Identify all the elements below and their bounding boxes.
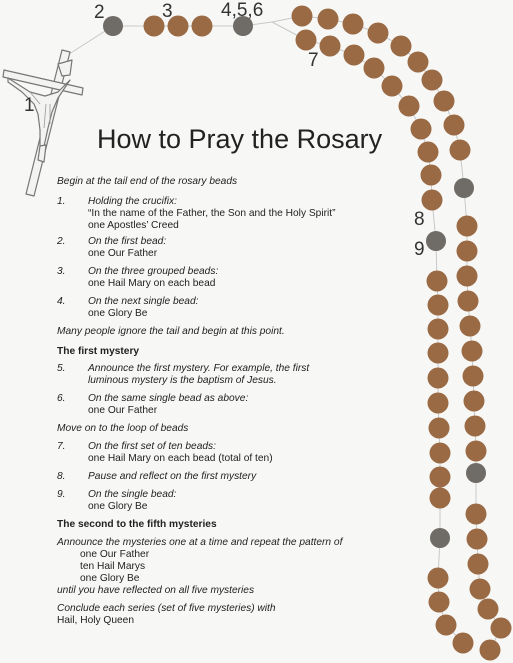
step-5-number: 5.	[57, 363, 66, 374]
page-title: How to Pray the Rosary	[97, 124, 383, 154]
move-on-note: Move on to the loop of beads	[57, 423, 189, 434]
decade-bead	[408, 52, 429, 73]
intro-text: Begin at the tail end of the rosary beads	[57, 176, 238, 187]
decade-bead	[429, 418, 450, 439]
conclude-line1: Conclude each series (set of five mysteries) with	[57, 603, 276, 614]
decade-bead	[491, 618, 512, 639]
decade-bead	[457, 216, 478, 237]
step-9-number: 9.	[57, 489, 66, 500]
decade-bead	[399, 96, 420, 117]
decade-bead	[478, 599, 499, 620]
step-1-line3: one Apostles’ Creed	[88, 220, 179, 231]
step-9-line2: one Glory Be	[88, 501, 148, 512]
step-8-number: 8.	[57, 471, 66, 482]
conclude-line2: Hail, Holy Queen	[57, 615, 135, 626]
announce-line1: Announce the mysteries one at a time and repeat the pattern of	[57, 537, 343, 548]
step-2-line2: one Our Father	[88, 248, 158, 259]
step-3-line1: On the three grouped beads:	[88, 266, 219, 277]
announce-line2: one Our Father	[80, 549, 150, 560]
step-3-line2: one Hail Mary on each bead	[88, 278, 216, 289]
decade-bead	[428, 343, 449, 364]
decade-bead	[457, 266, 478, 287]
heading-first-mystery: The first mystery	[57, 346, 140, 357]
step-2-number: 2.	[57, 236, 66, 247]
decade-bead	[430, 443, 451, 464]
step-7-line1: On the first set of ten beads:	[88, 441, 216, 452]
decade-bead	[421, 165, 442, 186]
decade-bead	[422, 70, 443, 91]
single-bead	[454, 178, 474, 198]
decade-bead	[444, 115, 465, 136]
decade-bead	[466, 504, 487, 525]
decade-bead	[368, 23, 389, 44]
step-6-number: 6.	[57, 393, 66, 404]
decade-bead	[430, 467, 451, 488]
step-1-line2: “In the name of the Father, the Son and the Holy Spirit”	[88, 208, 336, 219]
step-8-line1: Pause and reflect on the first mystery	[88, 471, 257, 482]
decade-bead	[463, 366, 484, 387]
step-1-line1: Holding the crucifix:	[88, 196, 177, 207]
decade-bead	[453, 633, 474, 654]
tail-note: Many people ignore the tail and begin at this point.	[57, 326, 285, 337]
decade-bead	[460, 316, 481, 337]
decade-bead	[428, 368, 449, 389]
decade-bead	[364, 58, 385, 79]
decade-bead	[450, 140, 471, 161]
decade-bead	[468, 554, 489, 575]
decade-bead	[428, 319, 449, 340]
decade-bead	[466, 441, 487, 462]
decade-bead	[430, 488, 451, 509]
decade-bead	[382, 76, 403, 97]
decade-bead	[467, 529, 488, 550]
decade-bead	[470, 579, 491, 600]
decade-bead	[343, 14, 364, 35]
label-1: 1	[24, 95, 35, 116]
decade-bead	[428, 393, 449, 414]
decade-bead	[427, 271, 448, 292]
decade-bead	[465, 416, 486, 437]
decade-bead	[429, 592, 450, 613]
label-9: 9	[414, 239, 425, 260]
decade-bead	[418, 142, 439, 163]
crucifix-icon	[3, 50, 83, 196]
decade-bead	[457, 241, 478, 262]
decade-bead	[411, 119, 432, 140]
announce-line5: until you have reflected on all five mysteries	[57, 585, 255, 596]
step-2-line1: On the first bead:	[88, 236, 167, 247]
decade-bead	[436, 615, 457, 636]
announce-line4: one Glory Be	[80, 573, 140, 584]
decade-bead	[462, 341, 483, 362]
step-7-number: 7.	[57, 441, 66, 452]
label-2: 2	[94, 2, 105, 23]
step-6-line2: one Our Father	[88, 405, 158, 416]
single-bead	[466, 463, 486, 483]
decade-bead	[318, 9, 339, 30]
step-4-line1: On the next single bead:	[88, 296, 199, 307]
step-9-line1: On the single bead:	[88, 489, 177, 500]
step-5-line1: Announce the first mystery. For example, the first	[88, 363, 310, 374]
label-3: 3	[162, 1, 173, 22]
label-4-5-6: 4,5,6	[221, 0, 264, 21]
decade-bead	[428, 568, 449, 589]
step-3-number: 3.	[57, 266, 66, 277]
decade-bead	[320, 36, 341, 57]
decade-bead	[464, 391, 485, 412]
single-bead	[103, 16, 123, 36]
decade-bead	[422, 190, 443, 211]
decade-bead	[434, 91, 455, 112]
announce-line3: ten Hail Marys	[80, 561, 146, 572]
step-7-line2: one Hail Mary on each bead (total of ten)	[88, 453, 273, 464]
decade-bead	[192, 16, 213, 37]
decade-bead	[428, 295, 449, 316]
label-8: 8	[414, 209, 425, 230]
single-bead	[430, 528, 450, 548]
step-6-line1: On the same single bead as above:	[88, 393, 249, 404]
heading-rest-mysteries: The second to the fifth mysteries	[57, 519, 217, 530]
step-5-line2: luminous mystery is the baptism of Jesus.	[88, 375, 277, 386]
decade-bead	[391, 36, 412, 57]
decade-bead	[296, 30, 317, 51]
decade-bead	[344, 45, 365, 66]
step-4-line2: one Glory Be	[88, 308, 148, 319]
label-7: 7	[308, 50, 319, 71]
step-4-number: 4.	[57, 296, 66, 307]
step-1-number: 1.	[57, 196, 66, 207]
decade-bead	[480, 640, 501, 661]
decade-bead	[458, 291, 479, 312]
single-bead	[426, 231, 446, 251]
decade-bead	[292, 6, 313, 27]
